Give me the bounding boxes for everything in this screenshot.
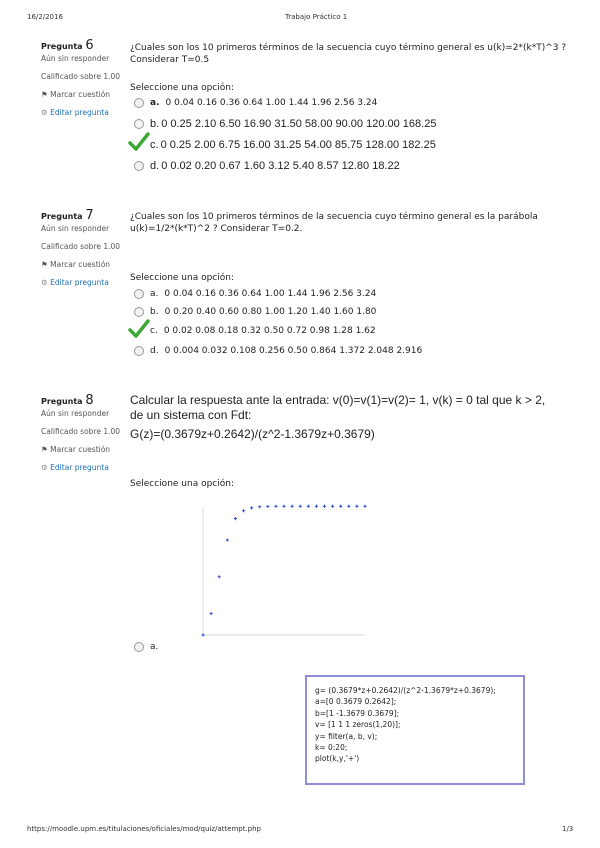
option-letter: d.: [150, 160, 160, 172]
question-status: Aún sin responder: [41, 54, 110, 63]
radio-button[interactable]: [134, 346, 144, 356]
option-letter: d.: [150, 346, 159, 356]
checkmark-icon: [128, 132, 150, 155]
question-status: Aún sin responder: [41, 409, 110, 418]
option-b[interactable]: [134, 307, 376, 317]
option-text: 0 0.20 0.40 0.60 0.80 1.00 1.20 1.40 1.60 1.80: [164, 307, 377, 317]
question-text: ¿Cuales son los 10 primeros términos de la secuencia cuyo término general es u(k)=2*(k*T)^3 ? Considerar T=0.5: [130, 43, 567, 65]
option-a[interactable]: [134, 289, 376, 299]
data-point: [347, 505, 350, 508]
flag-icon: ⚑: [41, 260, 48, 269]
radio-button[interactable]: [134, 119, 144, 129]
question-number: [41, 210, 121, 223]
option-text: 0 0.25 2.10 6.50 16.90 31.50 58.00 90.00 120.00 168.25: [161, 118, 437, 130]
question-info-7: [41, 210, 121, 289]
print-date: 16/2/2016: [27, 13, 63, 21]
option-letter: c.: [150, 139, 159, 151]
data-point: [323, 505, 326, 508]
option-b[interactable]: [134, 118, 436, 130]
gear-icon: ⚙: [41, 108, 48, 117]
gear-icon: ⚙: [41, 463, 48, 472]
option-c[interactable]: [134, 326, 376, 336]
option-text: 0 0.04 0.16 0.36 0.64 1.00 1.44 1.96 2.56 3.24: [165, 98, 378, 108]
data-point: [218, 575, 221, 578]
data-point: [266, 505, 269, 508]
option-d[interactable]: [134, 346, 422, 356]
edit-label: Editar pregunta: [50, 278, 109, 287]
edit-label: Editar pregunta: [50, 463, 109, 472]
question-info-8: [41, 395, 121, 474]
option-letter: a.: [150, 98, 160, 108]
gear-icon: ⚙: [41, 278, 48, 287]
radio-button[interactable]: [134, 307, 144, 317]
question-text: ¿Cuales son los 10 primeros términos de la secuencia cuyo término general es la parábola u(k)=1/2*(k*T)^2 ? Considerar T=0.2.: [130, 212, 538, 234]
data-point: [363, 505, 366, 508]
flag-question-link[interactable]: [41, 444, 121, 456]
option-letter: c.: [150, 326, 158, 336]
edit-question-link[interactable]: [41, 462, 121, 474]
select-label: Seleccione una opción:: [130, 479, 234, 489]
question-label: Pregunta: [41, 397, 83, 406]
question-number-value: 7: [85, 208, 94, 223]
code-line: plot(k,y,'+'): [315, 754, 360, 764]
option-d[interactable]: [134, 160, 400, 172]
data-point: [274, 505, 277, 508]
code-line: y= filter(a, b, v);: [315, 731, 378, 741]
question-grade: Calificado sobre 1.00: [41, 242, 121, 251]
flag-icon: ⚑: [41, 445, 48, 454]
data-point: [299, 505, 302, 508]
data-point: [258, 505, 261, 508]
code-block: [305, 675, 525, 785]
select-label: Seleccione una opción:: [130, 273, 234, 283]
option-a[interactable]: [134, 98, 377, 108]
option-text: 0 0.04 0.16 0.36 0.64 1.00 1.44 1.96 2.56 3.24: [164, 289, 377, 299]
data-point: [307, 505, 310, 508]
code-line: v= [1 1 1 zeros(1,20)];: [315, 720, 401, 730]
question-number: [41, 395, 121, 408]
code-line: k= 0:20;: [315, 743, 348, 753]
data-point: [331, 505, 334, 508]
radio-button[interactable]: [134, 161, 144, 171]
data-point: [242, 509, 245, 512]
flag-question-link[interactable]: [41, 89, 121, 101]
code-line: a=[0 0.3679 0.2642];: [315, 697, 397, 707]
flag-label: Marcar cuestión: [50, 90, 111, 99]
data-point: [234, 517, 237, 520]
question-grade: Calificado sobre 1.00: [41, 427, 121, 436]
page-number: 1/3: [562, 825, 574, 833]
edit-label: Editar pregunta: [50, 108, 109, 117]
edit-question-link[interactable]: [41, 107, 121, 119]
flag-label: Marcar cuestión: [50, 260, 111, 269]
radio-button[interactable]: [134, 642, 144, 652]
data-point: [282, 505, 285, 508]
option-text: 0 0.25 2.00 6.75 16.00 31.25 54.00 85.75 128.00 182.25: [160, 139, 436, 151]
question-grade: Calificado sobre 1.00: [41, 72, 121, 81]
radio-button[interactable]: [134, 289, 144, 299]
data-point: [250, 506, 253, 509]
select-label: Seleccione una opción:: [130, 83, 234, 93]
option-text: 0 0.02 0.20 0.67 1.60 3.12 5.40 8.57 12.80 18.22: [161, 160, 400, 172]
option-letter: b.: [150, 118, 160, 130]
question-number-value: 6: [85, 38, 94, 53]
option-text: 0 0.004 0.032 0.108 0.256 0.50 0.864 1.372 2.048 2.916: [164, 346, 423, 356]
question-status: Aún sin responder: [41, 224, 110, 233]
data-point: [315, 505, 318, 508]
footer-url: https://moodle.upm.es/titulaciones/oficiales/mod/quiz/attempt.php: [27, 825, 261, 833]
checkmark-icon: [128, 319, 150, 342]
data-point: [291, 505, 294, 508]
data-point: [339, 505, 342, 508]
flag-label: Marcar cuestión: [50, 445, 111, 454]
option-text: 0 0.02 0.08 0.18 0.32 0.50 0.72 0.98 1.28 1.62: [163, 326, 376, 336]
transfer-function: G(z)=(0.3679z+0.2642)/(z^2-1.3679z+0.3679): [130, 427, 375, 441]
data-point: [226, 538, 229, 541]
data-point: [210, 612, 213, 615]
question-number-value: 8: [85, 393, 94, 408]
question-label: Pregunta: [41, 42, 83, 51]
option-a[interactable]: [134, 642, 164, 652]
option-letter: a.: [150, 289, 159, 299]
data-point: [355, 505, 358, 508]
question-label: Pregunta: [41, 212, 83, 221]
radio-button[interactable]: [134, 98, 144, 108]
question-info-6: [41, 40, 121, 119]
flag-question-link[interactable]: [41, 259, 121, 271]
response-plot: [185, 497, 380, 647]
edit-question-link[interactable]: [41, 277, 121, 289]
question-text: Calcular la respuesta ante la entrada: v(0)=v(1)=v(2)= 1, v(k) = 0 tal que k > 2, de un sistema con Fdt:: [130, 393, 546, 422]
question-number: [41, 40, 121, 53]
print-title: Trabajo Práctico 1: [285, 13, 348, 21]
option-letter: b.: [150, 307, 159, 317]
option-letter: a.: [150, 642, 159, 652]
code-line: g= (0.3679*z+0.2642)/(z^2-1.3679*z+0.3679);: [315, 686, 496, 695]
flag-icon: ⚑: [41, 90, 48, 99]
option-c[interactable]: [134, 139, 436, 151]
data-point: [201, 633, 204, 636]
code-line: b=[1 -1.3679 0.3679];: [315, 708, 400, 718]
